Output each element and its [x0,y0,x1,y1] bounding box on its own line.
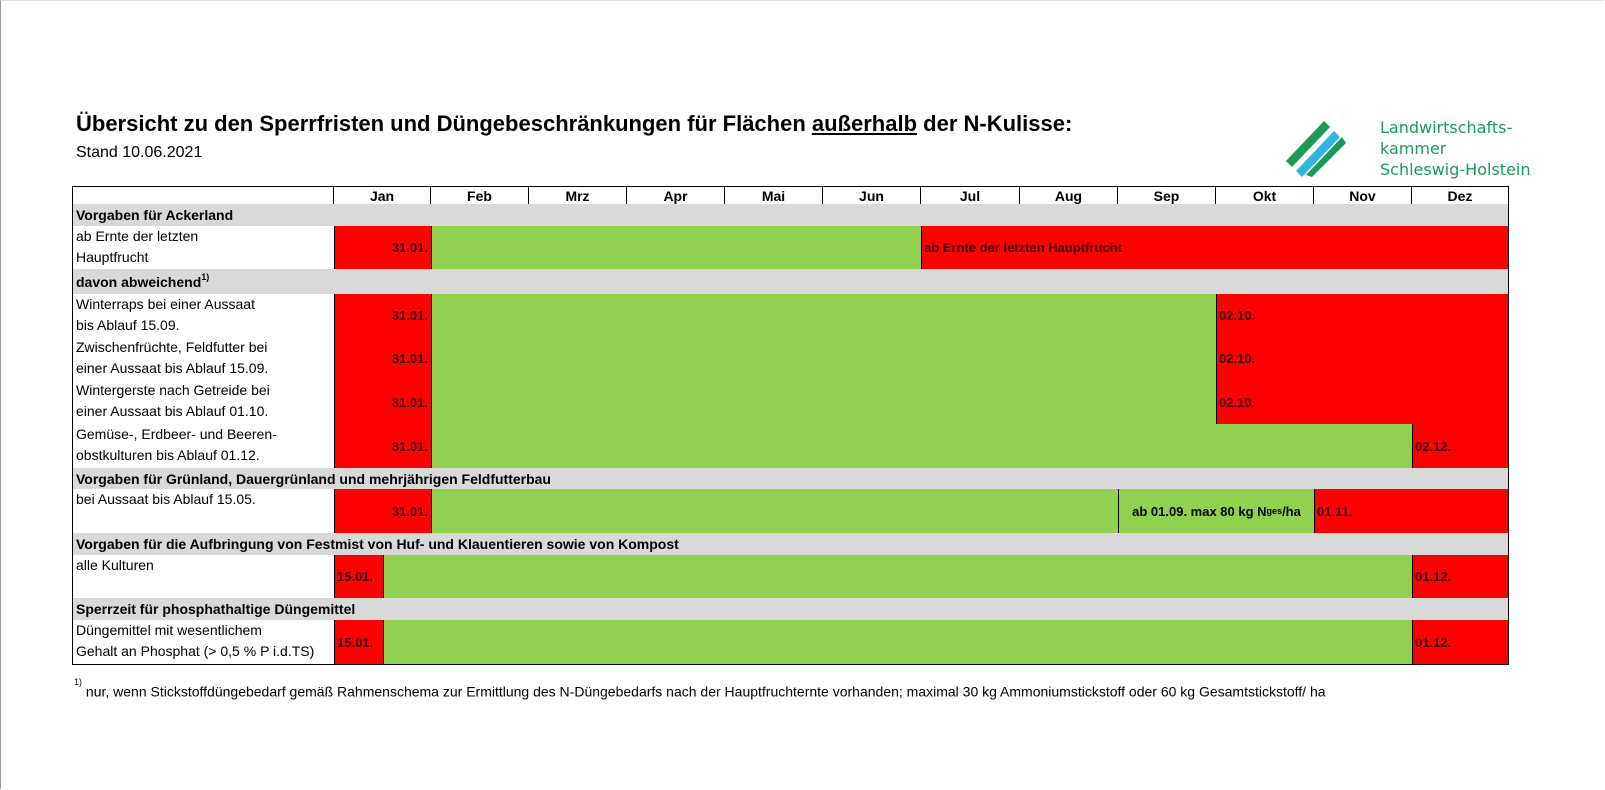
month-header-aug: Aug [1020,186,1118,205]
row-label-wintergerste [72,380,334,425]
section-abweichend [72,269,1509,295]
sperrfrist-end-value: 15.01. [334,555,383,599]
sperrfrist-end-value: 31.01. [334,424,431,469]
logo-stripes-icon [1286,115,1348,177]
row-label-line: bei Aussaat bis Ablauf 15.05. [76,491,256,507]
footnote-mark: 1) [74,677,83,687]
sperrfrist-start-value: 02.10. [1216,337,1509,381]
allowed-period-bar [431,380,1216,425]
sperrfrist-start-value: ab Ernte der letzten Hauptfrucht [921,226,1509,270]
row-label-line: Hauptfrucht [76,249,149,265]
month-header-jul: Jul [921,186,1020,205]
sperrfrist-start-value: 02.10. [1216,380,1509,425]
title-underlined: außerhalb [811,111,918,136]
title-part2: der N-Kulisse: [917,111,1073,136]
row-label-line: Düngemittel mit wesentlichem [76,622,262,638]
logo-line2: kammer [1380,139,1447,158]
row-label-line: einer Aussaat bis Ablauf 01.10. [76,403,269,419]
row-label-phosphat-duengemittel [72,620,334,665]
allowed-period-bar [431,337,1216,381]
row-label-line: alle Kulturen [76,557,154,573]
row-label-line: bis Ablauf 15.09. [76,317,180,333]
sperrfrist-end-value: 31.01. [334,226,431,270]
sperrfrist-start-value: 01.12. [1412,620,1509,665]
title-part1: Übersicht zu den Sperrfristen und Düngebeschränkungen für Flächen [76,111,812,136]
page-title [76,111,1072,137]
section-gruenland: Vorgaben für Grünland, Dauergrünland und mehrjährigen Feldfutterbau [72,468,1509,490]
sperrfristen-table [72,186,1545,680]
row-label-line: Zwischenfrüchte, Feldfutter bei [76,339,268,355]
row-label-zwischenfruechte [72,337,334,381]
section-abweichend-text: davon abweichend [76,273,202,290]
allowed-period-bar [383,620,1412,665]
month-header-apr: Apr [627,186,725,205]
footnote-ref: 1) [201,271,210,282]
row-label-line: Gehalt an Phosphat (> 0,5 % P i.d.TS) [76,643,315,659]
allowed-period-bar [383,555,1412,599]
section-festmist: Vorgaben für die Aufbringung von Festmist von Huf- und Klauentieren sowie von Kompost [72,533,1509,556]
allowed-period-bar [431,294,1216,338]
sperrfrist-end-value: 31.01. [334,337,431,381]
sperrfrist-start-value: 02.10. [1216,294,1509,338]
month-header-jan: Jan [334,186,431,205]
month-header-mrz: Mrz [529,186,627,205]
sperrfrist-start-value: 01.11. [1314,489,1509,534]
allowed-period-bar [431,226,921,270]
sperrfrist-start-value: 01.12. [1412,555,1509,599]
month-header-jun: Jun [823,186,921,205]
logo-text [1380,117,1530,180]
sperrfrist-end-value: 31.01. [334,380,431,425]
allowed-period-bar [431,424,1412,469]
row-label-line: einer Aussaat bis Ablauf 15.09. [76,360,269,376]
row-label-winterraps [72,294,334,338]
row-label-gemuese [72,424,334,469]
stand-date: Stand 10.06.2021 [76,144,203,161]
logo-line1: Landwirtschafts- [1380,118,1513,137]
limited-period-cell [1118,489,1314,534]
header-label-cell [72,186,334,205]
row-label-gruenland-aussaat [72,489,334,534]
sperrfrist-start-value: 02.12. [1412,424,1509,469]
row-label-line: ab Ernte der letzten [76,228,199,244]
row-label-ernte [72,226,334,270]
logo-line3: Schleswig-Holstein [1380,160,1531,179]
month-header-sep: Sep [1118,186,1216,205]
limit-subscript: ges [1266,506,1283,516]
section-ackerland: Vorgaben für Ackerland [72,204,1509,227]
sperrfrist-end-value: 15.01. [334,620,383,665]
section-phosphat: Sperrzeit für phosphathaltige Düngemittel [72,598,1509,621]
month-header-mai: Mai [725,186,823,205]
sperrfrist-end-value: 31.01. [334,294,431,338]
month-header-nov: Nov [1314,186,1412,205]
footnote [74,677,1326,700]
row-label-line: Winterraps bei einer Aussaat [76,296,255,312]
row-label-line: obstkulturen bis Ablauf 01.12. [76,447,260,463]
allowed-period-bar [431,489,1118,534]
footnote-text: nur, wenn Stickstoffdüngebedarf gemäß Rahmenschema zur Ermittlung des N-Düngebedarfs nach der Hauptfruchternte vorhanden; maximal 30 kg Ammoniumstickstoff oder 60 kg Gesamtstickstoff/ ha [82,683,1326,700]
limit-text: ab 01.09. max 80 kg N [1132,503,1267,519]
row-label-line: Wintergerste nach Getreide bei [76,382,270,398]
month-header-dez: Dez [1412,186,1509,205]
row-label-line: Gemüse-, Erdbeer- und Beeren- [76,426,277,442]
sperrfrist-end-value: 31.01. [334,489,431,534]
month-header-okt: Okt [1216,186,1314,205]
row-label-alle-kulturen [72,555,334,599]
limit-unit: /ha [1282,503,1301,519]
month-header-feb: Feb [431,186,529,205]
